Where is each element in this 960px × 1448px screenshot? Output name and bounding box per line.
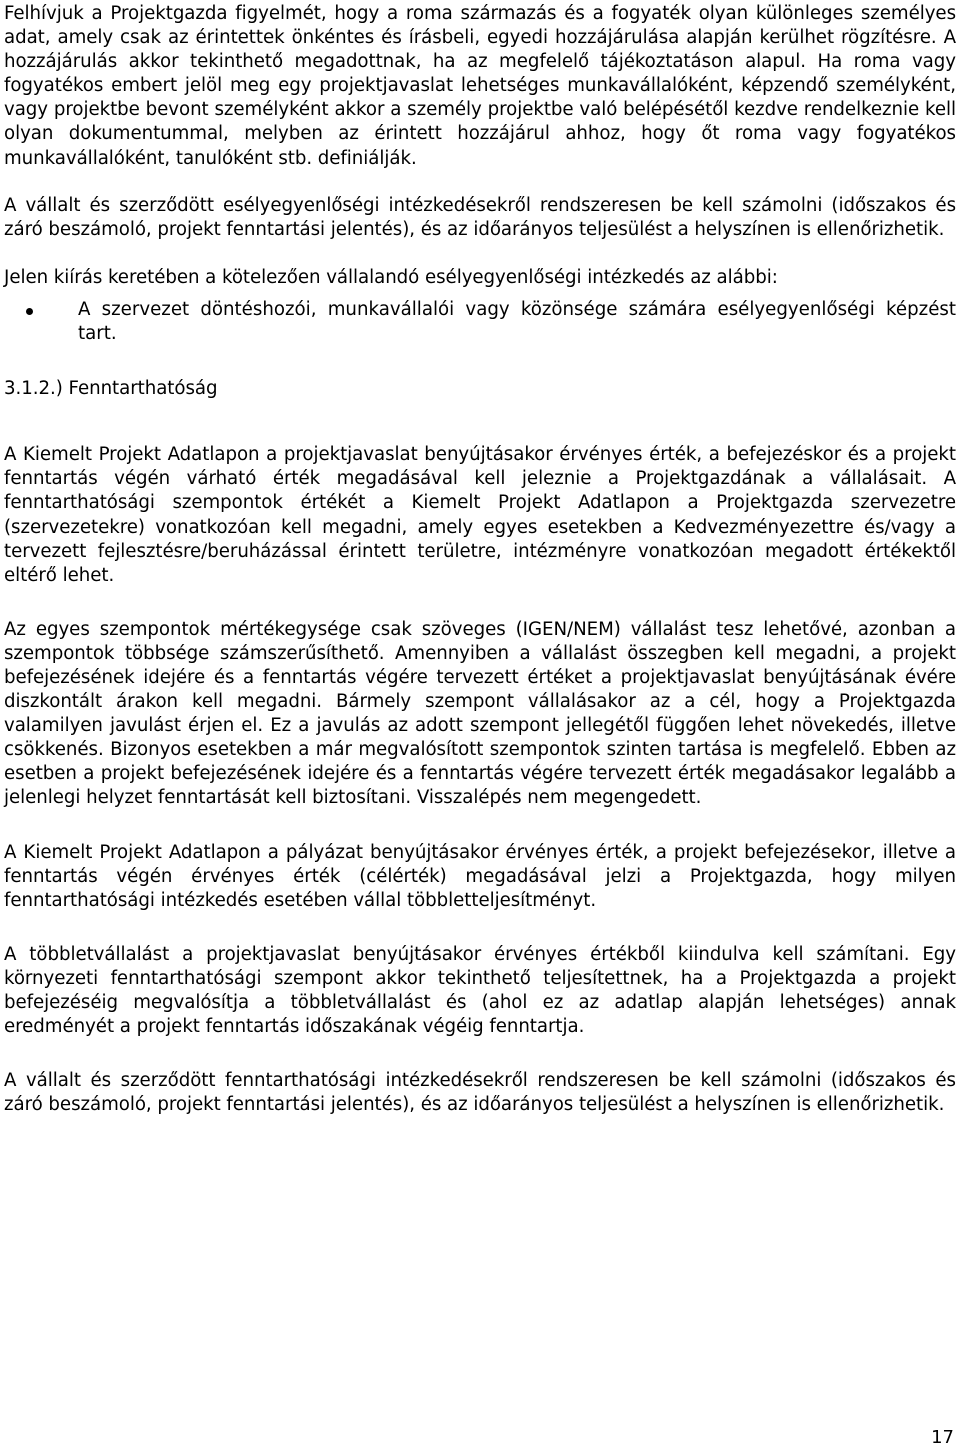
bullet-dot-icon [26, 308, 33, 315]
document-page [4, 0, 956, 1117]
page-number: 17 [931, 1427, 954, 1448]
paragraph-reporting: A vállalt és szerződött esélyegyenlőségi intézkedésekről rendszeresen be kell számolni (időszakos és záró beszámoló, projekt fenntartási jelentés), és az időarányos teljesülést a helyszínen is ellenőrizhetik. [4, 194, 956, 240]
paragraph-measurement-units: Az egyes szempontok mértékegysége csak szöveges (IGEN/NEM) vállalást tesz lehetővé, azonban a szempontok többsége számszerűsíthető. Amennyiben a vállalást összegben kell megadni, a projekt befejezésének idejére és a fenntartás végére tervezett értéket a projektjavaslat benyújtásának évére diszkontált árakon kell megadni. Bármely szempont vállalásakor az a cél, hogy a Projektgazda valamilyen javulást érjen el. Ez a javulás az adott szempont jellegétől függően lehet növekedés, illetve csökkenés. Bizonyos esetekben a már megvalósított szempontok szinten tartása is megfelelő. Ebben az esetben a projekt befejezésének idejére és a fenntartás végére tervezett érték megadásakor legalább a jelenlegi helyzet fenntartását kell biztosítani. Visszalépés nem megengedett. [4, 618, 956, 809]
list-item [4, 298, 956, 346]
bullet-list [4, 298, 956, 346]
paragraph-extra-commitment: A többletvállalást a projektjavaslat benyújtásakor érvényes értékből kiindulva kell számítani. Egy környezeti fenntarthatósági szempont akkor tekinthető teljesítettnek, ha a Projektgazda a projekt befejezéséig megvalósítja a többletvállalást és (ahol ez az adatlap alapján lehetséges) annak eredményét a projekt fenntartás időszakának végéig fenntartja. [4, 943, 956, 1038]
paragraph-mandatory-measure: Jelen kiírás keretében a kötelezően vállalandó esélyegyenlőségi intézkedés az alábbi: [4, 266, 778, 288]
paragraph-sustainability-reporting: A vállalt és szerződött fenntarthatósági intézkedésekről rendszeresen be kell számolni (időszakos és záró beszámoló, projekt fenntartási jelentés), és az időarányos teljesülést a helyszínen is ellenőrizhetik. [4, 1070, 956, 1116]
paragraph-extra-performance: A Kiemelt Projekt Adatlapon a pályázat benyújtásakor érvényes érték, a projekt befejezésekor, illetve a fenntartás végén érvényes érték (célérték) megadásával jelzi a Projektgazda, hogy milyen fenntarthatósági intézkedés esetében vállal többletteljesítményt. [4, 841, 956, 911]
paragraph-consent: Felhívjuk a Projektgazda figyelmét, hogy a roma származás és a fogyaték olyan különleges személyes adat, amely csak az érintettek önkéntes és írásbeli, egyedi hozzájárulása alapján kerülhet rögzítésre. A hozzájárulás akkor tekinthető megadottnak, ha az megfelelő tájékoztatáson alapul. Ha roma vagy fogyatékos embert jelöl meg egy projektjavaslat lehetséges munkavállalóként, képzendő személyként, vagy projektbe bevont személyként akkor a személy projektbe való belépésétől kezdve rendelkeznie kell olyan dokumentummal, melyben az érintett hozzájárul ahhoz, hogy őt roma vagy fogyatékos munkavállalóként, tanulóként stb. definiálják. [4, 3, 956, 169]
section-heading: 3.1.2.) Fenntarthatóság [4, 378, 218, 400]
list-item-text: A szervezet döntéshozói, munkavállalói vagy közönsége számára esélyegyenlőségi képzést tart. [78, 298, 956, 345]
paragraph-project-datasheet: A Kiemelt Projekt Adatlapon a projektjavaslat benyújtásakor érvényes érték, a befejezéskor és a projekt fenntartás végén várható érték megadásával kell jeleznie a Projektgazdának a vállalásait. A fenntarthatósági szempontok értékét a Kiemelt Projekt Adatlapon a Projektgazda szervezetre (szervezetekre) vonatkozóan kell megadni, amely egyes esetekben a Kedvezményezettre és/vagy a tervezett fejlesztésre/beruházással érintett területre, intézményre vonatkozóan megadott értékektől eltérő lehet. [4, 444, 956, 586]
